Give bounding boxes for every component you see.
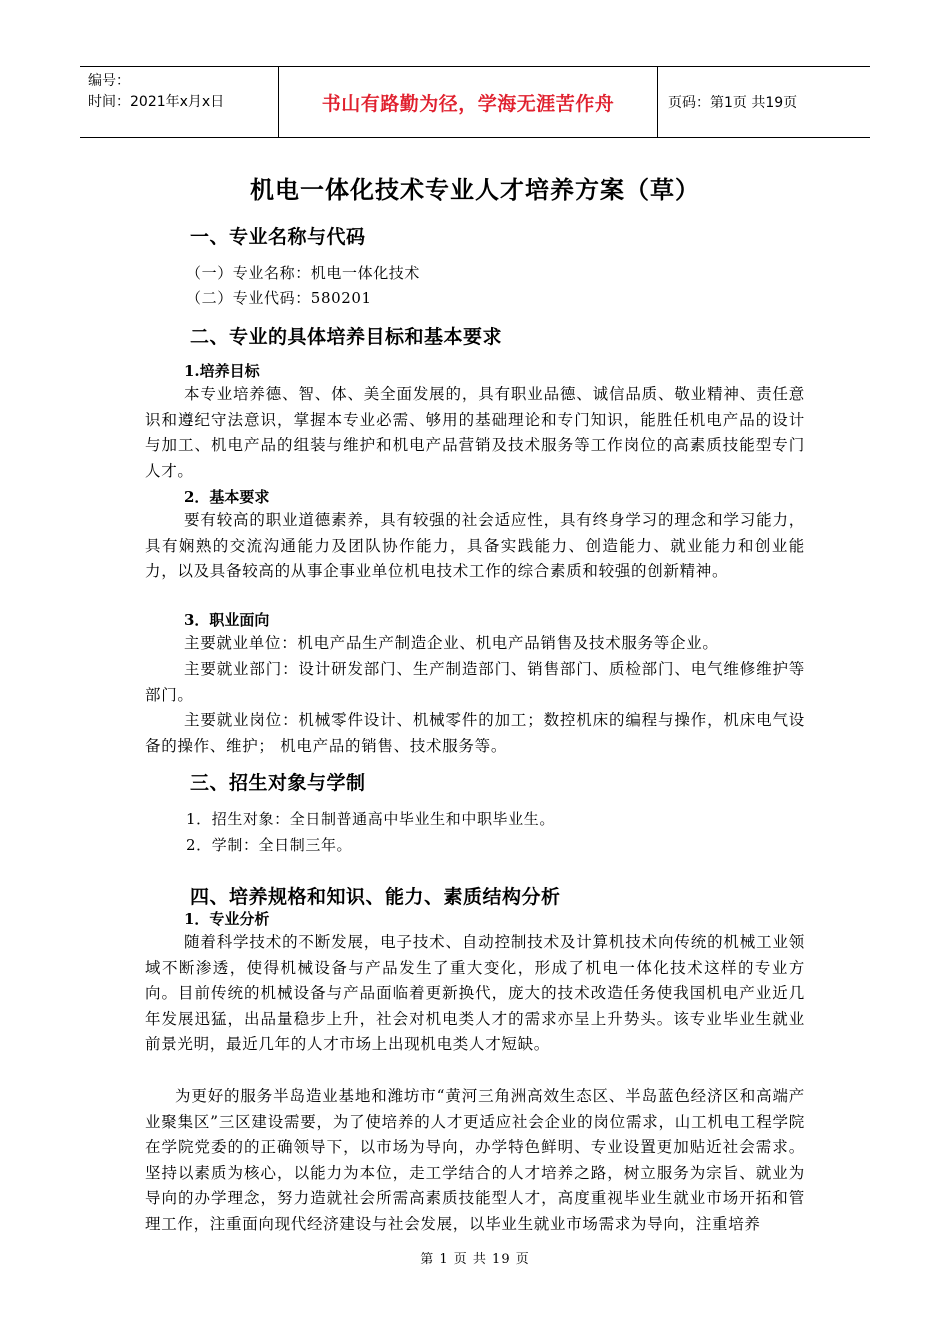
time-label: 时间：2021年x月x日 <box>88 94 225 110</box>
subheading-training-goal: 1.培养目标 <box>184 362 260 380</box>
subheading-major-analysis: 1．专业分析 <box>184 910 270 928</box>
header-meta <box>80 67 278 137</box>
page-footer: 第 1 页 共 19 页 <box>420 1252 530 1267</box>
section-4-heading: 四、培养规格和知识、能力、素质结构分析 <box>190 886 561 908</box>
study-length-line: 2．学制：全日制三年。 <box>186 836 353 854</box>
subheading-basic-requirements: 2．基本要求 <box>184 488 270 506</box>
section-3-heading: 三、招生对象与学制 <box>190 772 366 794</box>
major-code-line: （二）专业代码：580201 <box>186 289 372 307</box>
paragraph-major-analysis: 随着科学技术的不断发展，电子技术、自动控制技术及计算机技术向传统的机械工业领域不断渗透，使得机械设备与产品发生了重大变化，形成了机电一体化技术这样的专业方向。目前传统的机械设备与产品面临着更新换代，庞大的技术改造任务使我国机电产业近几年发展迅猛，出品量稳步上升，社会对机电类人才的需求亦呈上升势头。该专业毕业生就业前景光明，最近几年的人才市场上出现机电类人才短缺。 <box>145 933 805 1054</box>
paragraph-departments: 主要就业部门：设计研发部门、生产制造部门、销售部门、质检部门、电气维修维护等部门。 <box>145 660 805 704</box>
number-label: 编号： <box>88 73 130 89</box>
header-page-info: 页码：第1页 共19页 <box>668 95 798 111</box>
paragraph-training-goal: 本专业培养德、智、体、美全面发展的，具有职业品德、诚信品质、敬业精神、责任意识和遵纪守法意识，掌握本专业必需、够用的基础理论和专门知识，能胜任机电产品的设计与加工、机电产品的组装与维护和机电产品营销及技术服务等工作岗位的高素质技能型专门人才。 <box>145 385 805 480</box>
header-motto: 书山有路勤为径，学海无涯苦作舟 <box>278 67 658 137</box>
document-title: 机电一体化技术专业人才培养方案（草） <box>250 176 700 204</box>
major-name-line: （一）专业名称：机电一体化技术 <box>186 264 421 282</box>
paragraph-positions: 主要就业岗位：机械零件设计、机械零件的加工；数控机床的编程与操作，机床电气设备的操作、维护； 机电产品的销售、技术服务等。 <box>145 711 805 755</box>
paragraph-employers: 主要就业单位：机电产品生产制造企业、机电产品销售及技术服务等企业。 <box>184 634 719 652</box>
paragraph-service-goal: 为更好的服务半岛造业基地和潍坊市“黄河三角洲高效生态区、半岛蓝色经济区和高端产业聚集区”三区建设需要，为了使培养的人才更适应社会企业的岗位需求，山工机电工程学院在学院党委的的正确领导下，以市场为导向，办学特色鲜明、专业设置更加贴近社会需求。坚持以素质为核心，以能力为本位，走工学结合的人才培养之路，树立服务为宗旨、就业为导向的办学理念，努力造就社会所需高素质技能型人才，高度重视毕业生就业市场开拓和管理工作，注重面向现代经济建设与社会发展，以毕业生就业市场需求为导向，注重培养 <box>145 1087 805 1233</box>
section-2-heading: 二、专业的具体培养目标和基本要求 <box>190 326 503 348</box>
section-1-heading: 一、专业名称与代码 <box>190 226 366 248</box>
enrollment-target-line: 1．招生对象：全日制普通高中毕业生和中职毕业生。 <box>186 810 555 828</box>
subheading-career-orientation: 3．职业面向 <box>184 611 270 629</box>
page-header <box>80 66 870 138</box>
paragraph-basic-requirements: 要有较高的职业道德素养，具有较强的社会适应性，具有终身学习的理念和学习能力，具有娴熟的交流沟通能力及团队协作能力，具备实践能力、创造能力、就业能力和创业能力，以及具备较高的从事企事业单位机电技术工作的综合素质和较强的创新精神。 <box>145 511 805 581</box>
